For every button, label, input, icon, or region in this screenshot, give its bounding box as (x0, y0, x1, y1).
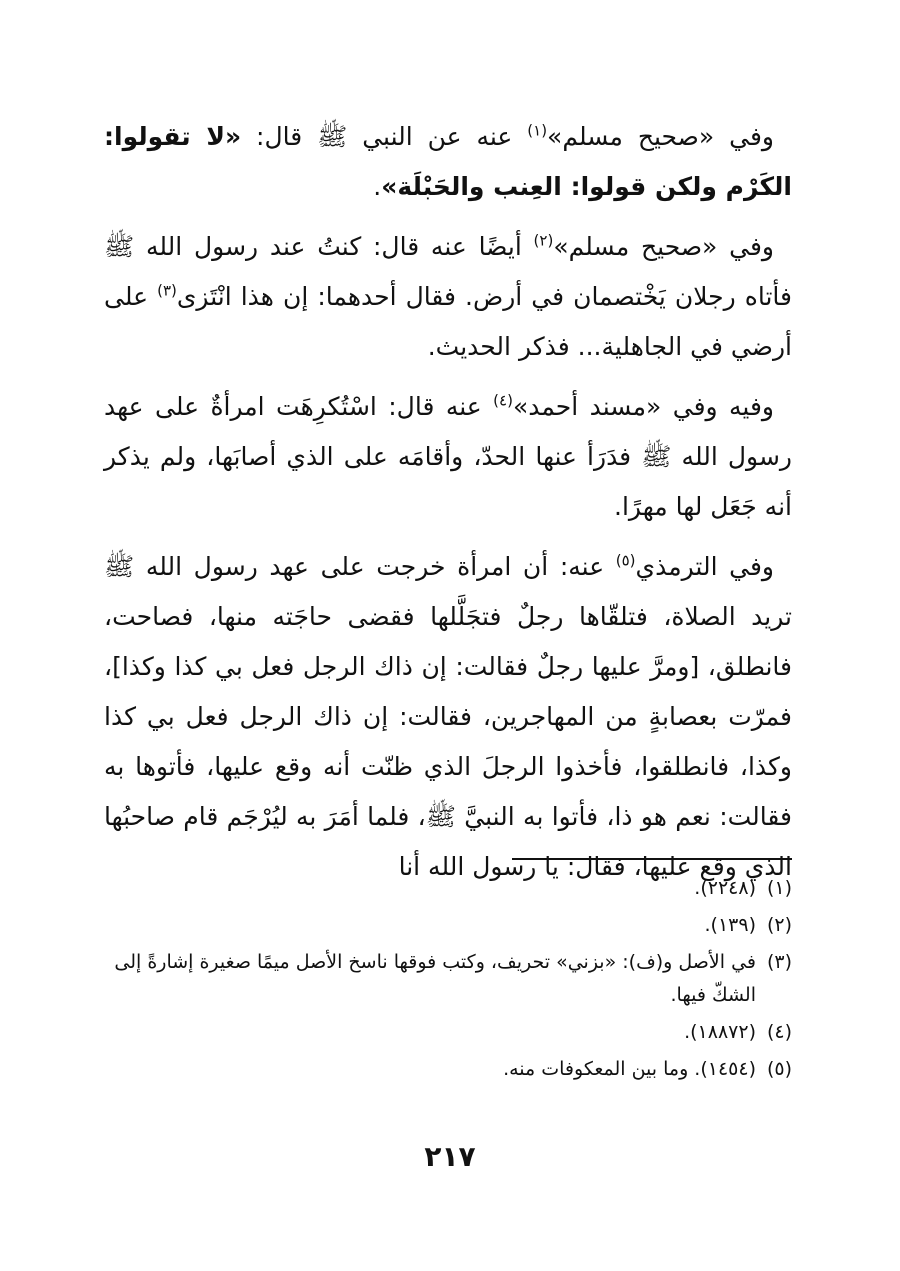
footnote-text: (٢٢٤٨). (694, 877, 756, 899)
footnote (104, 1016, 792, 1049)
footnote-text: (١٣٩). (704, 914, 756, 936)
paragraph-text: وفي «صحيح مسلم» (553, 232, 774, 261)
footnote-divider (512, 858, 792, 860)
footnote-ref[interactable]: (١) (527, 121, 548, 140)
footnote-text: (١٤٥٤). وما بين المعكوفات منه. (503, 1058, 756, 1080)
footnote-number: (٢) (766, 914, 792, 936)
page-number: ٢١٧ (424, 1140, 476, 1173)
paragraph-text: عنه عن النبي ﷺ قال: (241, 122, 528, 151)
paragraph-4 (104, 542, 792, 892)
footnote-text: (١٨٨٧٢). (684, 1021, 756, 1043)
paragraph-text: عنه قال: اسْتُكرِهَت امرأةٌ على عهد رسول الله ﷺ فدَرَأ عنها الحدّ، وأقامَه على الذي أصابَها، ولم يذكر أنه جَعَل لها مهرًا. (104, 392, 792, 521)
paragraph-2 (104, 222, 792, 372)
paragraph-1 (104, 112, 792, 212)
hadith-quote: «لا تقولوا: الكَرْم ولكن قولوا: العِنب والحَبْلَة» (104, 122, 792, 201)
paragraph-text: . (373, 172, 382, 201)
paragraph-text: عنه: أن امرأة خرجت على عهد رسول الله ﷺ تريد الصلاة، فتلقّاها رجلٌ فتجَلَّلها فقضى حاجَته منها، فصاحت، فانطلق، [ومرَّ عليها رجلٌ فقالت: إن ذاك الرجل فعل بي كذا وكذا]، فمرّت بعصابةٍ من المهاجرين، فقالت: إن ذاك الرجل فعل بي كذا وكذا، فانطلقوا، فأخذوا الرجلَ الذي ظنّت أنه وقع عليها، فأتوها به فقالت: نعم هو ذا، فأتوا به النبيَّ ﷺ، فلما أمَرَ به ليُرْجَم قام صاحبُها الذي وقع عليها، فقال: يا رسول الله أنا (104, 552, 792, 881)
footnote-text: في الأصل و(ف): «بزني» تحريف، وكتب فوقها ناسخ الأصل ميمًا صغيرة إشارةً إلى الشكّ فيها. (114, 951, 756, 1006)
footnote (104, 909, 792, 942)
paragraph-text: أيضًا عنه قال: كنتُ عند رسول الله ﷺ فأتاه رجلان يَخْتصمان في أرض. فقال أحدهما: إن هذا انْتَزى (104, 232, 792, 311)
paragraph-text: على أرضي في الجاهلية... فذكر الحديث. (104, 282, 792, 361)
footnote-number: (٤) (766, 1021, 792, 1043)
main-text (104, 112, 792, 902)
paragraph-3 (104, 382, 792, 532)
footnote-number: (١) (766, 877, 792, 899)
footnote-ref[interactable]: (٥) (615, 551, 636, 570)
footnote-ref[interactable]: (٤) (493, 391, 513, 410)
paragraph-text: وفي «صحيح مسلم» (547, 122, 774, 151)
paragraph-text: وفيه وفي «مسند أحمد» (512, 392, 774, 421)
footnote (104, 872, 792, 905)
footnote-number: (٥) (766, 1058, 792, 1080)
footnote (104, 1053, 792, 1086)
footnote-number: (٣) (766, 951, 792, 973)
footnotes (104, 872, 792, 1090)
footnote-ref[interactable]: (٣) (157, 281, 177, 300)
paragraph-text: وفي الترمذي (635, 552, 774, 581)
footnote-ref[interactable]: (٢) (533, 231, 554, 250)
footnote (104, 946, 792, 1012)
